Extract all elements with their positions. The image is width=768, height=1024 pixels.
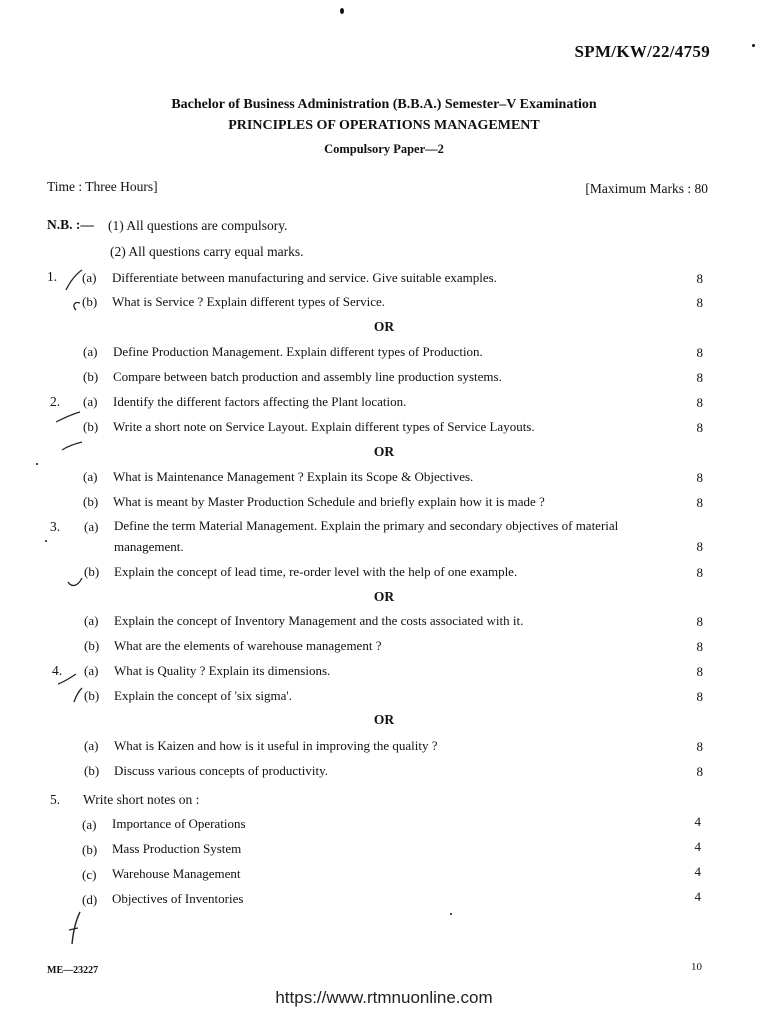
- question-5a-label: (a): [82, 817, 97, 832]
- subject-title: PRINCIPLES OF OPERATIONS MANAGEMENT: [228, 118, 540, 133]
- footer-code: ME—23227: [47, 965, 99, 976]
- question-1-alt-a-text: Define Production Management. Explain different types of Production.: [113, 344, 483, 359]
- question-3-alt-a-text: Explain the concept of Inventory Management and the costs associated with it.: [114, 613, 524, 628]
- question-3b-label: (b): [84, 564, 100, 579]
- pen-tick-mark: [54, 668, 94, 708]
- question-3-alt-a-marks: 8: [696, 614, 703, 629]
- question-4b-marks: 8: [696, 689, 703, 704]
- question-2a-marks: 8: [696, 395, 703, 410]
- question-3-alt-a-label: (a): [84, 613, 99, 628]
- question-3a-text: Define the term Material Management. Explain the primary and secondary objectives of material: [114, 518, 619, 533]
- scan-speck: [340, 8, 344, 14]
- question-1-alt-b-text: Compare between batch production and assembly line production systems.: [113, 369, 502, 384]
- question-5d-marks: 4: [694, 889, 701, 904]
- question-2-alt-b-text: What is meant by Master Production Schedule and briefly explain how it is made ?: [113, 494, 545, 509]
- question-3-number: 3.: [50, 519, 61, 534]
- question-2b-marks: 8: [696, 420, 703, 435]
- question-5c-text: Warehouse Management: [112, 866, 241, 881]
- question-1b-text: What is Service ? Explain different types of Service.: [112, 294, 386, 309]
- question-1-alt-a-marks: 8: [696, 345, 703, 360]
- question-5d-label: (d): [82, 892, 98, 907]
- question-2-number: 2.: [50, 394, 61, 409]
- question-3a-label: (a): [84, 519, 99, 534]
- question-4-alt-a-label: (a): [84, 738, 99, 753]
- paper-code: SPM/KW/22/4759: [574, 42, 710, 61]
- question-2-alt-a-label: (a): [83, 469, 98, 484]
- question-3-alt-b-label: (b): [84, 638, 100, 653]
- question-2b-label: (b): [83, 419, 99, 434]
- question-4-alt-a-marks: 8: [696, 739, 703, 754]
- exam-title: Bachelor of Business Administration (B.B.A.) Semester–V Examination: [171, 97, 597, 112]
- question-2-alt-a-marks: 8: [696, 470, 703, 485]
- question-4a-text: What is Quality ? Explain its dimensions.: [114, 663, 331, 678]
- question-4-alt-b-marks: 8: [696, 764, 703, 779]
- question-1a-marks: 8: [696, 271, 703, 286]
- question-4-alt-a-text: What is Kaizen and how is it useful in improving the quality ?: [114, 738, 438, 753]
- question-2b-text: Write a short note on Service Layout. Explain different types of Service Layouts.: [113, 419, 535, 434]
- question-5-number: 5.: [50, 792, 61, 807]
- question-5d-text: Objectives of Inventories: [112, 891, 244, 906]
- maximum-marks: [Maximum Marks : 80: [585, 181, 708, 196]
- question-2a-text: Identify the different factors affecting the Plant location.: [113, 394, 407, 409]
- question-5c-label: (c): [82, 867, 97, 882]
- or-divider: OR: [373, 712, 395, 727]
- paper-subtitle: Compulsory Paper—2: [324, 142, 444, 156]
- question-1-alt-b-marks: 8: [696, 370, 703, 385]
- question-3b-marks: 8: [696, 565, 703, 580]
- pen-tick-mark: [64, 566, 94, 590]
- nb-label: N.B. :—: [47, 217, 94, 232]
- question-2-alt-a-text: What is Maintenance Management ? Explain its Scope & Objectives.: [113, 469, 474, 484]
- time-allowed: Time : Three Hours]: [47, 179, 158, 194]
- pen-tick-mark: [60, 268, 100, 318]
- page-count: 10: [691, 961, 702, 973]
- scan-speck: [45, 540, 47, 542]
- question-2-alt-b-marks: 8: [696, 495, 703, 510]
- pen-stroke-mark: [66, 910, 86, 946]
- question-5b-text: Mass Production System: [112, 841, 242, 856]
- question-5a-text: Importance of Operations: [112, 816, 246, 831]
- question-5b-label: (b): [82, 842, 98, 857]
- question-3b-text: Explain the concept of lead time, re-order level with the help of one example.: [114, 564, 518, 579]
- question-3-alt-b-marks: 8: [696, 639, 703, 654]
- question-5a-marks: 4: [694, 814, 701, 829]
- question-5-intro: Write short notes on :: [83, 792, 200, 807]
- pen-tick-mark: [52, 410, 92, 460]
- question-1a-label: (a): [82, 270, 97, 285]
- question-2a-label: (a): [83, 394, 98, 409]
- scan-speck: [36, 463, 38, 465]
- scan-speck: [450, 913, 452, 915]
- or-divider: OR: [373, 589, 395, 604]
- question-3a-text-continued: management.: [114, 539, 184, 554]
- or-divider: OR: [373, 319, 395, 334]
- question-4-alt-b-label: (b): [84, 763, 100, 778]
- question-1a-text: Differentiate between manufacturing and service. Give suitable examples.: [112, 270, 497, 285]
- question-1-number: 1.: [47, 269, 58, 284]
- question-5b-marks: 4: [694, 839, 701, 854]
- or-divider: OR: [373, 444, 395, 459]
- question-1b-marks: 8: [696, 295, 703, 310]
- nb-item-1: (1) All questions are compulsory.: [108, 218, 288, 233]
- question-2-alt-b-label: (b): [83, 494, 99, 509]
- question-4b-label: (b): [84, 688, 100, 703]
- question-4a-label: (a): [84, 663, 99, 678]
- question-3a-marks: 8: [696, 539, 703, 554]
- question-4-number: 4.: [52, 663, 63, 678]
- question-5c-marks: 4: [694, 864, 701, 879]
- question-4a-marks: 8: [696, 664, 703, 679]
- question-3-alt-b-text: What are the elements of warehouse management ?: [114, 638, 382, 653]
- question-1b-label: (b): [82, 294, 98, 309]
- nb-item-2: (2) All questions carry equal marks.: [110, 244, 304, 259]
- question-4b-text: Explain the concept of 'six sigma'.: [114, 688, 292, 703]
- scan-speck: [752, 44, 755, 47]
- source-url: https://www.rtmnuonline.com: [275, 988, 493, 1007]
- question-4-alt-b-text: Discuss various concepts of productivity.: [114, 763, 328, 778]
- question-1-alt-b-label: (b): [83, 369, 99, 384]
- question-1-alt-a-label: (a): [83, 344, 98, 359]
